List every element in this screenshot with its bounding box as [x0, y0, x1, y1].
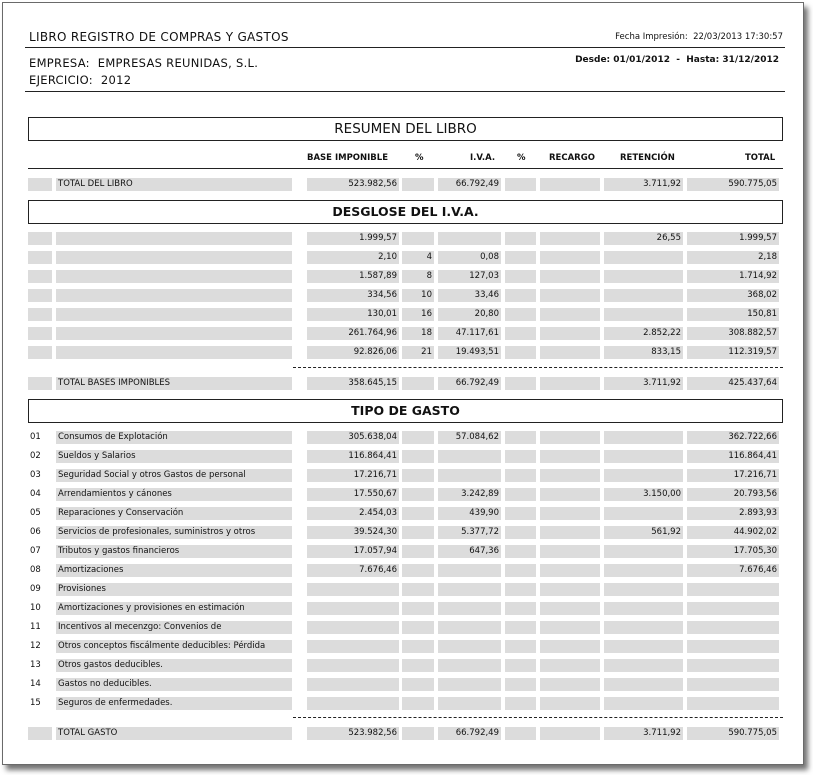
cell-base	[307, 678, 399, 691]
cell-retencion	[604, 602, 683, 615]
to-label: Hasta:	[686, 55, 720, 65]
cell-recargo	[540, 697, 600, 710]
cell-total	[687, 640, 779, 653]
cell-label	[56, 346, 292, 359]
cell-retencion	[604, 251, 683, 264]
cell-label	[56, 308, 292, 321]
col-header-pct2: %	[517, 153, 526, 163]
col-header-retencion: RETENCIÓN	[620, 153, 675, 163]
cell-iva	[438, 621, 501, 634]
cell-total: 2,18	[687, 251, 779, 264]
cell-iva: 439,90	[438, 507, 501, 520]
cell-total: 590.775,05	[687, 178, 779, 191]
cell-total	[687, 697, 779, 710]
cell-code	[28, 727, 52, 740]
cell-iva	[438, 697, 501, 710]
from-label: Desde:	[575, 55, 611, 65]
cell-pct1: 8	[402, 270, 434, 283]
cell-base: 523.982,56	[307, 178, 399, 191]
cell-retencion	[604, 545, 683, 558]
cell-label: Provisiones	[56, 583, 292, 596]
col-header-pct1: %	[415, 153, 424, 163]
cell-pct1: 4	[402, 251, 434, 264]
cell-retencion	[604, 289, 683, 302]
cell-iva	[438, 469, 501, 482]
cell-retencion	[604, 583, 683, 596]
cell-retencion: 26,55	[604, 232, 683, 245]
cell-pct2	[505, 621, 536, 634]
cell-code: 13	[30, 660, 41, 670]
cell-code: 09	[30, 584, 41, 594]
cell-retencion: 3.711,92	[604, 727, 683, 740]
cell-code: 01	[30, 432, 41, 442]
cell-code	[28, 251, 52, 264]
cell-retencion	[604, 640, 683, 653]
cell-code	[28, 270, 52, 283]
cell-recargo	[540, 377, 600, 390]
cell-total: 150,81	[687, 308, 779, 321]
cell-recargo	[540, 469, 600, 482]
fiscal-year-value: 2012	[100, 73, 132, 87]
cell-recargo	[540, 678, 600, 691]
header-rule-bottom	[25, 91, 785, 92]
cell-label: Incentivos al mecenzgo: Convenios de	[56, 621, 292, 634]
cell-recargo	[540, 270, 600, 283]
cell-iva	[438, 678, 501, 691]
cell-pct2	[505, 697, 536, 710]
cell-label: Tributos y gastos financieros	[56, 545, 292, 558]
cell-iva: 66.792,49	[438, 377, 501, 390]
cell-iva: 647,36	[438, 545, 501, 558]
col-header-iva: I.V.A.	[470, 153, 496, 163]
print-date-value: 22/03/2013 17:30:57	[693, 32, 783, 42]
cell-code	[28, 178, 52, 191]
cell-recargo	[540, 289, 600, 302]
cell-recargo	[540, 346, 600, 359]
cell-pct1	[402, 450, 434, 463]
report-page	[2, 2, 804, 765]
cell-pct2	[505, 583, 536, 596]
tipo-gasto-dashed-rule	[293, 717, 783, 718]
cell-iva	[438, 659, 501, 672]
cell-pct2	[505, 270, 536, 283]
from-value: 01/01/2012	[613, 55, 670, 65]
cell-recargo	[540, 308, 600, 321]
cell-base	[307, 583, 399, 596]
cell-retencion: 3.711,92	[604, 377, 683, 390]
cell-pct2	[505, 602, 536, 615]
cell-code	[28, 289, 52, 302]
cell-recargo	[540, 178, 600, 191]
cell-pct2	[505, 178, 536, 191]
cell-retencion	[604, 469, 683, 482]
section-resumen-title: RESUMEN DEL LIBRO	[28, 117, 783, 141]
cell-code	[28, 327, 52, 340]
cell-pct2	[505, 308, 536, 321]
cell-recargo	[540, 640, 600, 653]
cell-total: 425.437,64	[687, 377, 779, 390]
cell-retencion: 833,15	[604, 346, 683, 359]
cell-code: 05	[30, 508, 41, 518]
cell-base: 17.216,71	[307, 469, 399, 482]
company-name: EMPRESAS REUNIDAS, S.L.	[97, 56, 259, 70]
cell-total: 362.722,66	[687, 431, 779, 444]
cell-code: 11	[30, 622, 41, 632]
cell-label: TOTAL DEL LIBRO	[56, 178, 292, 191]
cell-recargo	[540, 727, 600, 740]
cell-recargo	[540, 564, 600, 577]
cell-label	[56, 232, 292, 245]
cell-retencion	[604, 697, 683, 710]
cell-base: 17.057,94	[307, 545, 399, 558]
cell-base: 305.638,04	[307, 431, 399, 444]
cell-code: 15	[30, 698, 41, 708]
cell-label: Gastos no deducibles.	[56, 678, 292, 691]
print-date-label: Fecha Impresión:	[615, 32, 688, 42]
cell-label: Amortizaciones y provisiones en estimación	[56, 602, 292, 615]
cell-code: 03	[30, 470, 41, 480]
cell-base: 334,56	[307, 289, 399, 302]
cell-recargo	[540, 232, 600, 245]
cell-total: 308.882,57	[687, 327, 779, 340]
cell-code: 02	[30, 451, 41, 461]
cell-recargo	[540, 507, 600, 520]
cell-recargo	[540, 431, 600, 444]
cell-code: 07	[30, 546, 41, 556]
cell-retencion	[604, 507, 683, 520]
cell-base: 2.454,03	[307, 507, 399, 520]
cell-base: 116.864,41	[307, 450, 399, 463]
cell-recargo	[540, 251, 600, 264]
cell-label: Seguros de enfermedades.	[56, 697, 292, 710]
cell-pct2	[505, 526, 536, 539]
cell-label: Seguridad Social y otros Gastos de personal	[56, 469, 292, 482]
cell-retencion: 3.150,00	[604, 488, 683, 501]
cell-pct1	[402, 678, 434, 691]
cell-pct1	[402, 526, 434, 539]
cell-iva: 5.377,72	[438, 526, 501, 539]
cell-pct2	[505, 545, 536, 558]
cell-pct2	[505, 346, 536, 359]
cell-retencion: 561,92	[604, 526, 683, 539]
cell-iva: 33,46	[438, 289, 501, 302]
cell-pct2	[505, 564, 536, 577]
cell-recargo	[540, 545, 600, 558]
cell-iva	[438, 602, 501, 615]
cell-pct1	[402, 488, 434, 501]
cell-label: Servicios de profesionales, suministros y otros	[56, 526, 292, 539]
date-range: Desde: 01/01/2012 - Hasta: 31/12/2012	[575, 55, 779, 65]
cell-pct2	[505, 640, 536, 653]
cell-recargo	[540, 488, 600, 501]
company-label: EMPRESA:	[29, 56, 90, 70]
cell-retencion: 3.711,92	[604, 178, 683, 191]
cell-pct1	[402, 640, 434, 653]
cell-code	[28, 377, 52, 390]
cell-total: 17.216,71	[687, 469, 779, 482]
cell-retencion	[604, 431, 683, 444]
cell-pct2	[505, 289, 536, 302]
fiscal-year-line	[29, 73, 131, 87]
cell-base	[307, 640, 399, 653]
cell-recargo	[540, 602, 600, 615]
cell-label: TOTAL GASTO	[56, 727, 292, 740]
cell-total	[687, 621, 779, 634]
cell-label: Amortizaciones	[56, 564, 292, 577]
cell-label: Arrendamientos y cánones	[56, 488, 292, 501]
col-header-recargo: RECARGO	[549, 153, 595, 163]
cell-iva: 57.084,62	[438, 431, 501, 444]
cell-recargo	[540, 583, 600, 596]
cell-code: 04	[30, 489, 41, 499]
cell-iva	[438, 640, 501, 653]
cell-total: 590.775,05	[687, 727, 779, 740]
cell-code	[28, 308, 52, 321]
cell-code: 12	[30, 641, 41, 651]
cell-pct1	[402, 564, 434, 577]
cell-pct2	[505, 327, 536, 340]
cell-iva: 20,80	[438, 308, 501, 321]
print-date	[615, 32, 783, 42]
company-line	[29, 56, 258, 70]
cell-pct1: 16	[402, 308, 434, 321]
cell-retencion	[604, 659, 683, 672]
cell-pct2	[505, 232, 536, 245]
cell-pct1	[402, 659, 434, 672]
cell-code: 14	[30, 679, 41, 689]
cell-total: 44.902,02	[687, 526, 779, 539]
cell-base: 261.764,96	[307, 327, 399, 340]
cell-label: Reparaciones y Conservación	[56, 507, 292, 520]
cell-total	[687, 602, 779, 615]
cell-label	[56, 327, 292, 340]
cell-pct1	[402, 697, 434, 710]
col-header-base: BASE IMPONIBLE	[307, 153, 388, 163]
cell-pct1: 21	[402, 346, 434, 359]
cell-total: 112.319,57	[687, 346, 779, 359]
cell-pct1	[402, 583, 434, 596]
report-title: LIBRO REGISTRO DE COMPRAS Y GASTOS	[29, 30, 289, 44]
cell-recargo	[540, 659, 600, 672]
cell-pct2	[505, 431, 536, 444]
cell-iva: 47.117,61	[438, 327, 501, 340]
cell-base	[307, 621, 399, 634]
cell-base: 17.550,67	[307, 488, 399, 501]
cell-base: 358.645,15	[307, 377, 399, 390]
cell-pct1: 10	[402, 289, 434, 302]
cell-pct2	[505, 507, 536, 520]
cell-code: 10	[30, 603, 41, 613]
cell-retencion	[604, 308, 683, 321]
cell-pct2	[505, 469, 536, 482]
cell-pct1	[402, 469, 434, 482]
cell-pct1	[402, 545, 434, 558]
cell-pct2	[505, 727, 536, 740]
cell-code	[28, 346, 52, 359]
cell-total	[687, 659, 779, 672]
cell-base: 7.676,46	[307, 564, 399, 577]
cell-total	[687, 678, 779, 691]
cell-iva: 3.242,89	[438, 488, 501, 501]
cell-total: 1.999,57	[687, 232, 779, 245]
desglose-dashed-rule	[293, 367, 783, 368]
section-desglose-title: DESGLOSE DEL I.V.A.	[28, 200, 783, 224]
cell-pct1	[402, 232, 434, 245]
cell-retencion	[604, 270, 683, 283]
to-value: 31/12/2012	[722, 55, 779, 65]
cell-code: 08	[30, 565, 41, 575]
cell-total: 2.893,93	[687, 507, 779, 520]
cell-label	[56, 270, 292, 283]
cell-total: 368,02	[687, 289, 779, 302]
cell-base	[307, 697, 399, 710]
cell-pct2	[505, 678, 536, 691]
header-rule-top	[25, 47, 785, 48]
cell-total: 1.714,92	[687, 270, 779, 283]
cell-label: TOTAL BASES IMPONIBLES	[56, 377, 292, 390]
cell-base: 523.982,56	[307, 727, 399, 740]
cell-retencion	[604, 564, 683, 577]
cell-label: Otros conceptos fiscálmente deducibles: Pérdida	[56, 640, 292, 653]
cell-retencion	[604, 450, 683, 463]
cell-iva: 19.493,51	[438, 346, 501, 359]
section-tipo-gasto-title: TIPO DE GASTO	[28, 399, 783, 423]
cell-pct2	[505, 450, 536, 463]
cell-iva	[438, 564, 501, 577]
cell-pct1: 18	[402, 327, 434, 340]
cell-pct1	[402, 621, 434, 634]
cell-pct2	[505, 251, 536, 264]
cell-pct1	[402, 178, 434, 191]
cell-recargo	[540, 450, 600, 463]
cell-pct1	[402, 377, 434, 390]
cell-base: 1.999,57	[307, 232, 399, 245]
cell-base: 130,01	[307, 308, 399, 321]
cell-pct1	[402, 507, 434, 520]
cell-total: 17.705,30	[687, 545, 779, 558]
cell-total	[687, 583, 779, 596]
cell-base: 2,10	[307, 251, 399, 264]
cell-retencion	[604, 678, 683, 691]
cell-label	[56, 251, 292, 264]
cell-label	[56, 289, 292, 302]
cell-total: 7.676,46	[687, 564, 779, 577]
cell-iva	[438, 450, 501, 463]
cell-pct2	[505, 659, 536, 672]
cell-label: Otros gastos deducibles.	[56, 659, 292, 672]
col-header-rule	[28, 168, 783, 169]
col-header-total: TOTAL	[745, 153, 776, 163]
cell-pct1	[402, 602, 434, 615]
cell-iva: 127,03	[438, 270, 501, 283]
cell-pct1	[402, 431, 434, 444]
cell-base: 1.587,89	[307, 270, 399, 283]
cell-iva	[438, 232, 501, 245]
cell-base: 92.826,06	[307, 346, 399, 359]
cell-pct2	[505, 488, 536, 501]
cell-base	[307, 602, 399, 615]
cell-base	[307, 659, 399, 672]
cell-retencion	[604, 621, 683, 634]
cell-iva	[438, 583, 501, 596]
cell-iva: 66.792,49	[438, 727, 501, 740]
cell-total: 116.864,41	[687, 450, 779, 463]
fiscal-year-label: EJERCICIO:	[29, 73, 93, 87]
cell-base: 39.524,30	[307, 526, 399, 539]
cell-label: Sueldos y Salarios	[56, 450, 292, 463]
cell-iva: 66.792,49	[438, 178, 501, 191]
cell-recargo	[540, 526, 600, 539]
cell-iva: 0,08	[438, 251, 501, 264]
cell-recargo	[540, 621, 600, 634]
cell-total: 20.793,56	[687, 488, 779, 501]
cell-label: Consumos de Explotación	[56, 431, 292, 444]
cell-code: 06	[30, 527, 41, 537]
cell-pct1	[402, 727, 434, 740]
cell-retencion: 2.852,22	[604, 327, 683, 340]
cell-code	[28, 232, 52, 245]
cell-recargo	[540, 327, 600, 340]
cell-pct2	[505, 377, 536, 390]
